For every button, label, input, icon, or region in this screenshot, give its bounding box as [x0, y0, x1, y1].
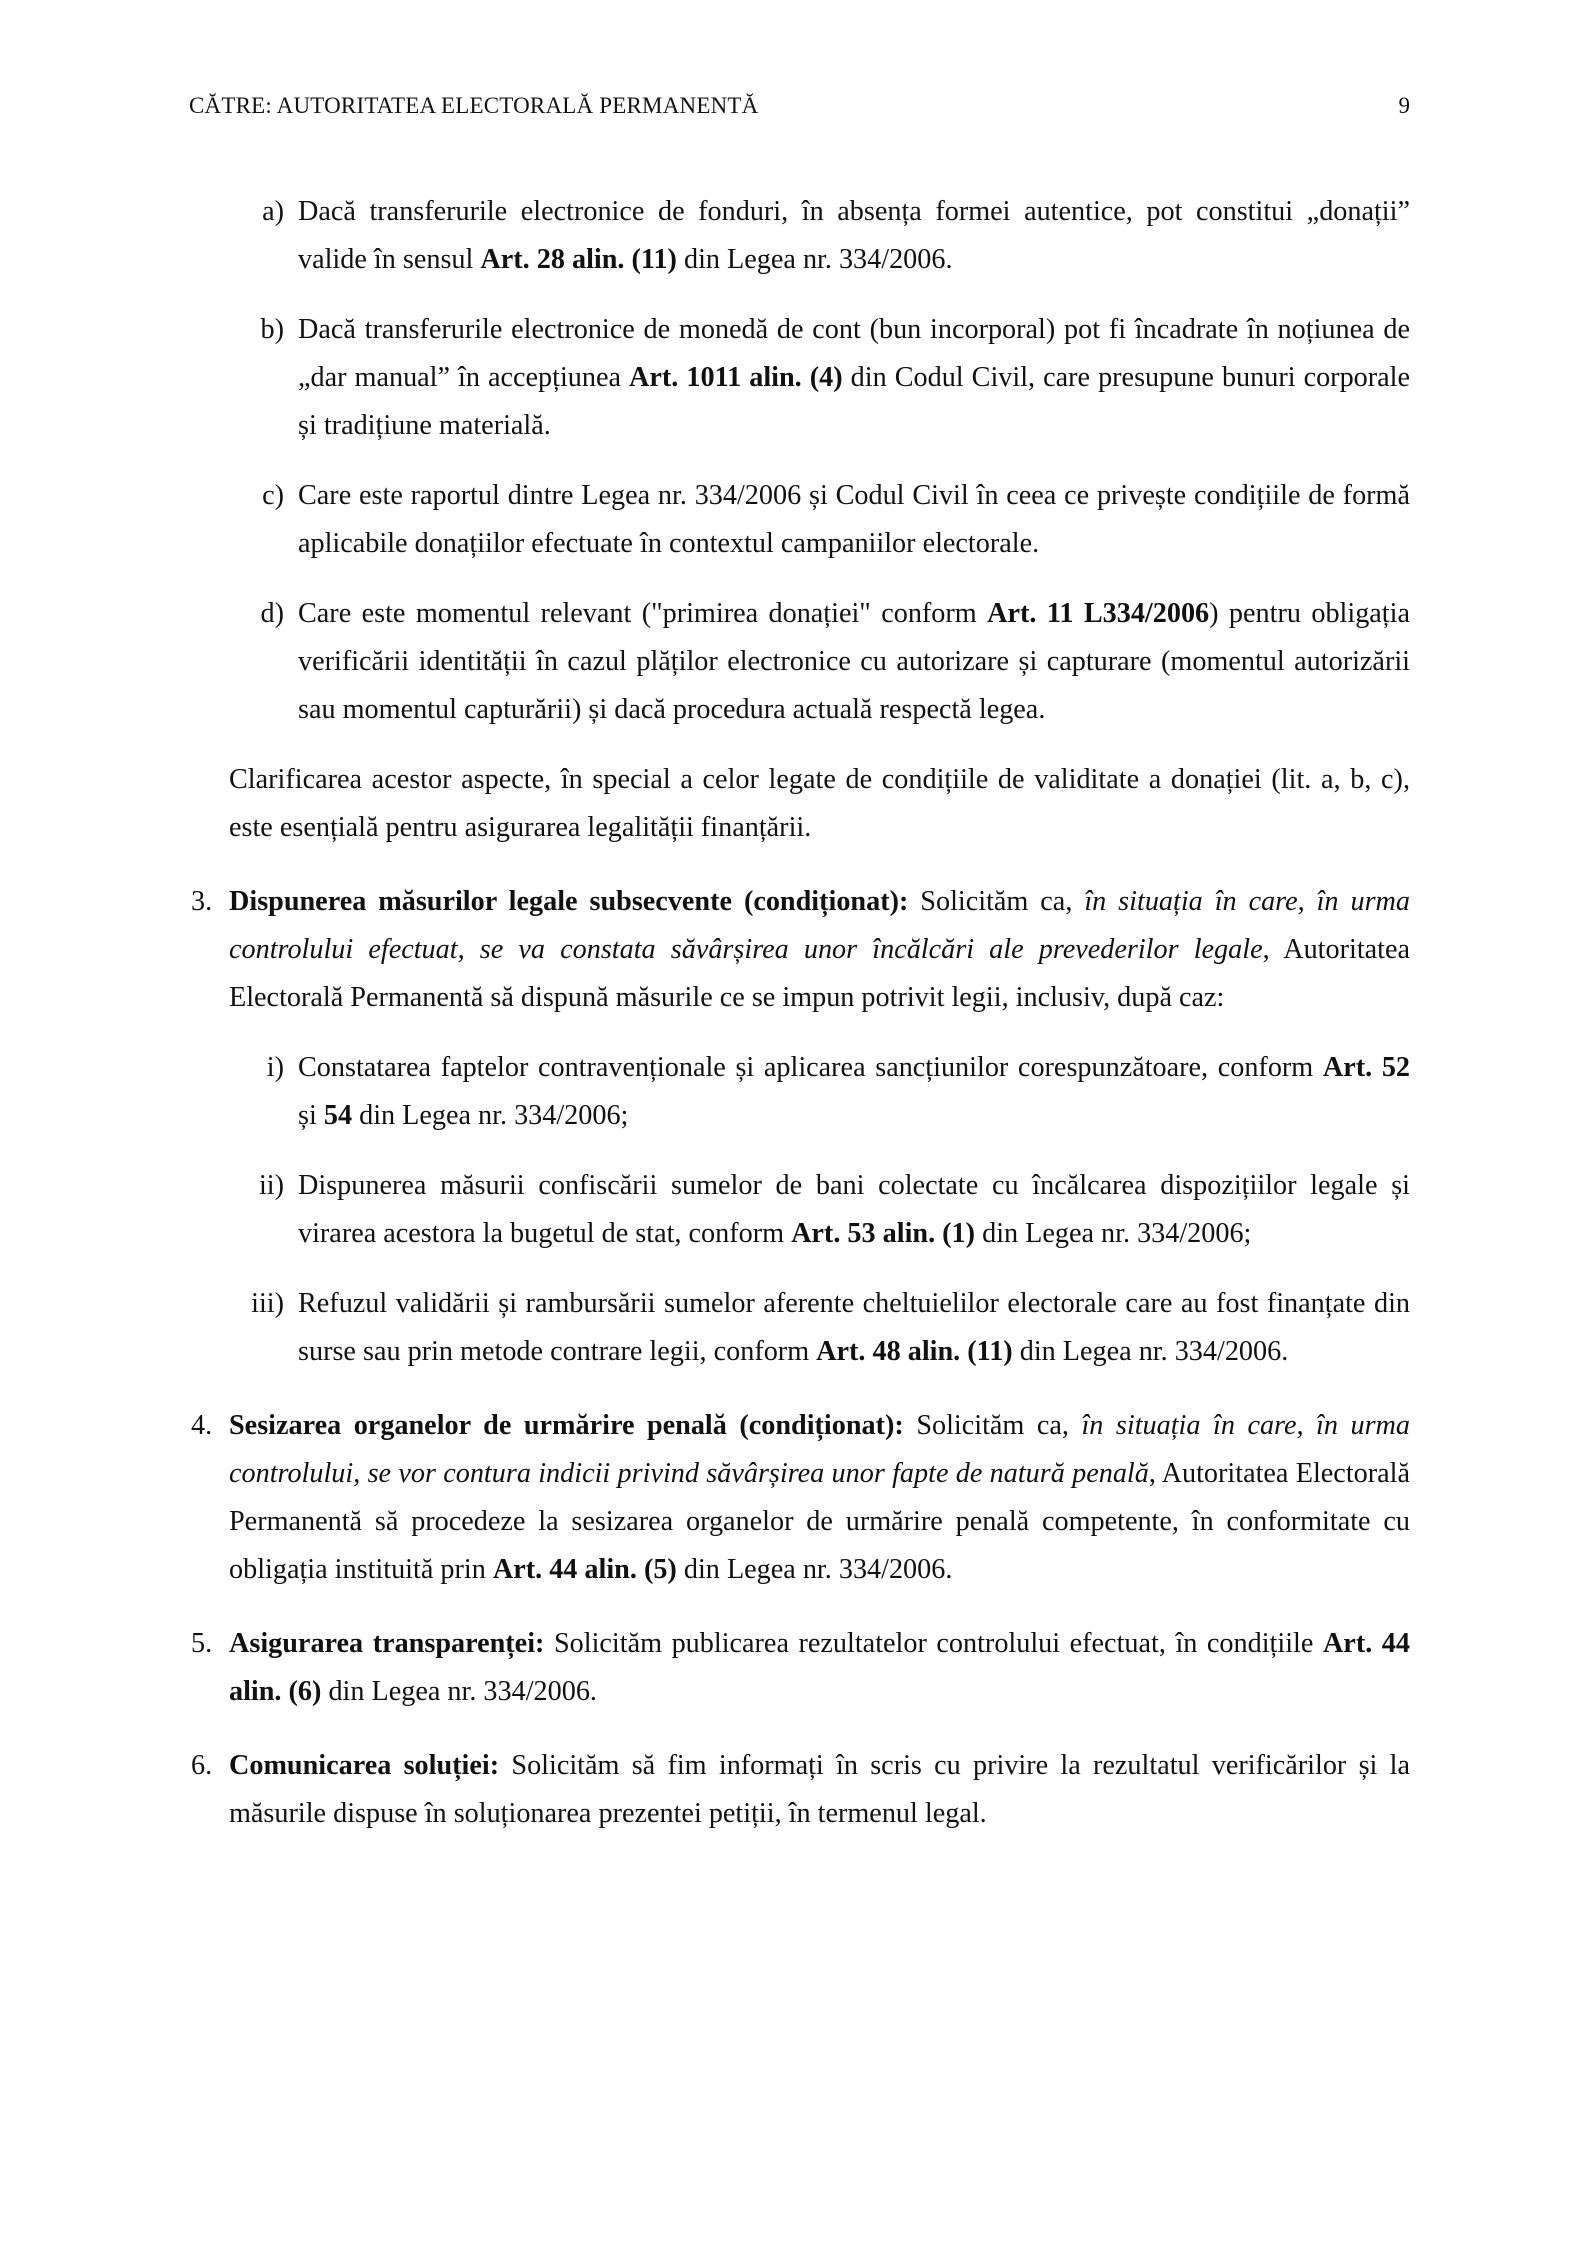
- item-text: Solicităm să fim informați în scris cu privire la rezultatul verificărilor și la măsurile dispuse în soluționarea prezentei petiții, în termenul legal.: [229, 1750, 1410, 1829]
- measure-text: și: [298, 1100, 324, 1131]
- item-text: , Autoritatea Electorală Permanentă să dispună măsurile ce se impun potrivit legii, inclusiv, după caz:: [229, 934, 1411, 1013]
- question-text: Care este raportul dintre Legea nr. 334/2006 și Codul Civil în ceea ce privește condițiile de formă aplicabile donațiilor efectuate în contextul campaniilor electorale.: [298, 480, 1410, 559]
- question-text: din Codul Civil, care presupune bunuri corporale și tradițiune materială.: [298, 362, 1410, 441]
- page-number: 9: [1398, 93, 1410, 118]
- item-italic-text: în situația în care, în urma controlului efectuat, se va constata săvârșirea unor încălcări ale prevederilor legale: [229, 886, 1410, 965]
- measure-iii: [229, 1280, 1410, 1376]
- question-b: [229, 306, 1410, 450]
- list-marker: d): [260, 598, 284, 629]
- measure-text: din Legea nr. 334/2006;: [352, 1100, 629, 1131]
- law-reference: Art. 48 alin. (11): [816, 1336, 1013, 1367]
- measure-ii: [229, 1162, 1410, 1258]
- list-marker: 3.: [191, 886, 213, 917]
- question-text: Dacă transferurile electronice de fonduri, în absența formei autentice, pot constitui „donații” valide în sensul: [298, 196, 1410, 275]
- numbered-item-4: [191, 1402, 1410, 1594]
- question-text: Dacă transferurile electronice de monedă de cont (bun incorporal) pot fi încadrate în noțiunea de „dar manual” în accepțiunea: [298, 314, 1410, 393]
- list-marker: i): [266, 1052, 284, 1083]
- running-head: CĂTRE: AUTORITATEA ELECTORALĂ PERMANENTĂ: [189, 93, 759, 118]
- clarification-paragraph: Clarificarea acestor aspecte, în special a celor legate de condițiile de validitate a donației (lit. a, b, c), este esențială pentru asigurarea legalității finanțării.: [229, 764, 1410, 843]
- list-marker: 4.: [191, 1410, 213, 1441]
- question-a: [229, 188, 1410, 284]
- law-reference: Art. 44 alin. (5): [492, 1554, 677, 1585]
- question-text: din Legea nr. 334/2006.: [676, 244, 953, 275]
- question-text: Care este momentul relevant ("primirea donației" conform: [298, 598, 988, 629]
- law-reference: Art. 53 alin. (1): [791, 1218, 976, 1249]
- measure-text: din Legea nr. 334/2006.: [1012, 1336, 1289, 1367]
- item-text: Solicităm publicarea rezultatelor controlului efectuat, în condițiile: [544, 1628, 1323, 1659]
- law-reference: Art. 28 alin. (11): [480, 244, 677, 275]
- list-marker: 5.: [191, 1628, 213, 1659]
- question-text: ) pentru obligația verificării identității în cazul plăților electronice cu autorizare și capturare (momentul autorizării sau momentul capturării) și dacă procedura actuală respectă legea.: [298, 598, 1410, 725]
- law-reference: 54: [323, 1100, 353, 1131]
- law-reference: Art. 11 L334/2006: [987, 598, 1210, 629]
- item-title: Comunicarea soluției:: [229, 1750, 500, 1781]
- measure-i: [229, 1044, 1410, 1140]
- item-title: Sesizarea organelor de urmărire penală (condiționat):: [229, 1410, 904, 1441]
- measure-text: Dispunerea măsurii confiscării sumelor de bani colectate cu încălcarea dispozițiilor legale și virarea acestora la bugetul de stat, conform: [298, 1170, 1410, 1249]
- item-text: din Legea nr. 334/2006.: [676, 1554, 953, 1585]
- law-reference: Art. 1011 alin. (4): [629, 362, 843, 393]
- item-italic-text: în situația în care, în urma controlului, se vor contura indicii privind săvârșirea unor fapte de natură penală: [229, 1410, 1410, 1489]
- question-c: [229, 472, 1410, 568]
- list-marker: b): [260, 314, 284, 345]
- list-marker: a): [262, 196, 284, 227]
- measures-list: [229, 1044, 1410, 1376]
- measure-text: Refuzul validării și rambursării sumelor aferente cheltuielilor electorale care au fost finanțate din surse sau prin metode contrare legii, conform: [298, 1288, 1410, 1367]
- document-body: [191, 188, 1411, 1864]
- question-d: [229, 590, 1410, 734]
- questions-list: [229, 188, 1410, 734]
- list-marker: 6.: [191, 1750, 213, 1781]
- item-text: Solicităm ca,: [908, 886, 1085, 917]
- item-text: , Autoritatea Electorală Permanentă să procedeze la sesizarea organelor de urmărire penală competente, în conformitate cu obligația instituită prin: [229, 1458, 1410, 1585]
- measure-text: din Legea nr. 334/2006;: [975, 1218, 1252, 1249]
- list-marker: c): [262, 480, 284, 511]
- item-text: Solicităm ca,: [903, 1410, 1082, 1441]
- law-reference: Art. 52: [1322, 1052, 1411, 1083]
- numbered-item-5: [191, 1620, 1410, 1716]
- measure-text: Constatarea faptelor contravenționale și aplicarea sancțiunilor corespunzătoare, conform: [298, 1052, 1323, 1083]
- item-title: Dispunerea măsurilor legale subsecvente (condiționat):: [229, 886, 909, 917]
- list-marker: ii): [258, 1170, 284, 1201]
- list-marker: iii): [251, 1288, 284, 1319]
- numbered-item-3: [191, 878, 1411, 1376]
- item-text: din Legea nr. 334/2006.: [321, 1676, 597, 1707]
- law-reference: Art. 44 alin. (6): [229, 1628, 1410, 1707]
- numbered-item-6: [191, 1742, 1410, 1838]
- item-title: Asigurarea transparenței:: [229, 1628, 545, 1659]
